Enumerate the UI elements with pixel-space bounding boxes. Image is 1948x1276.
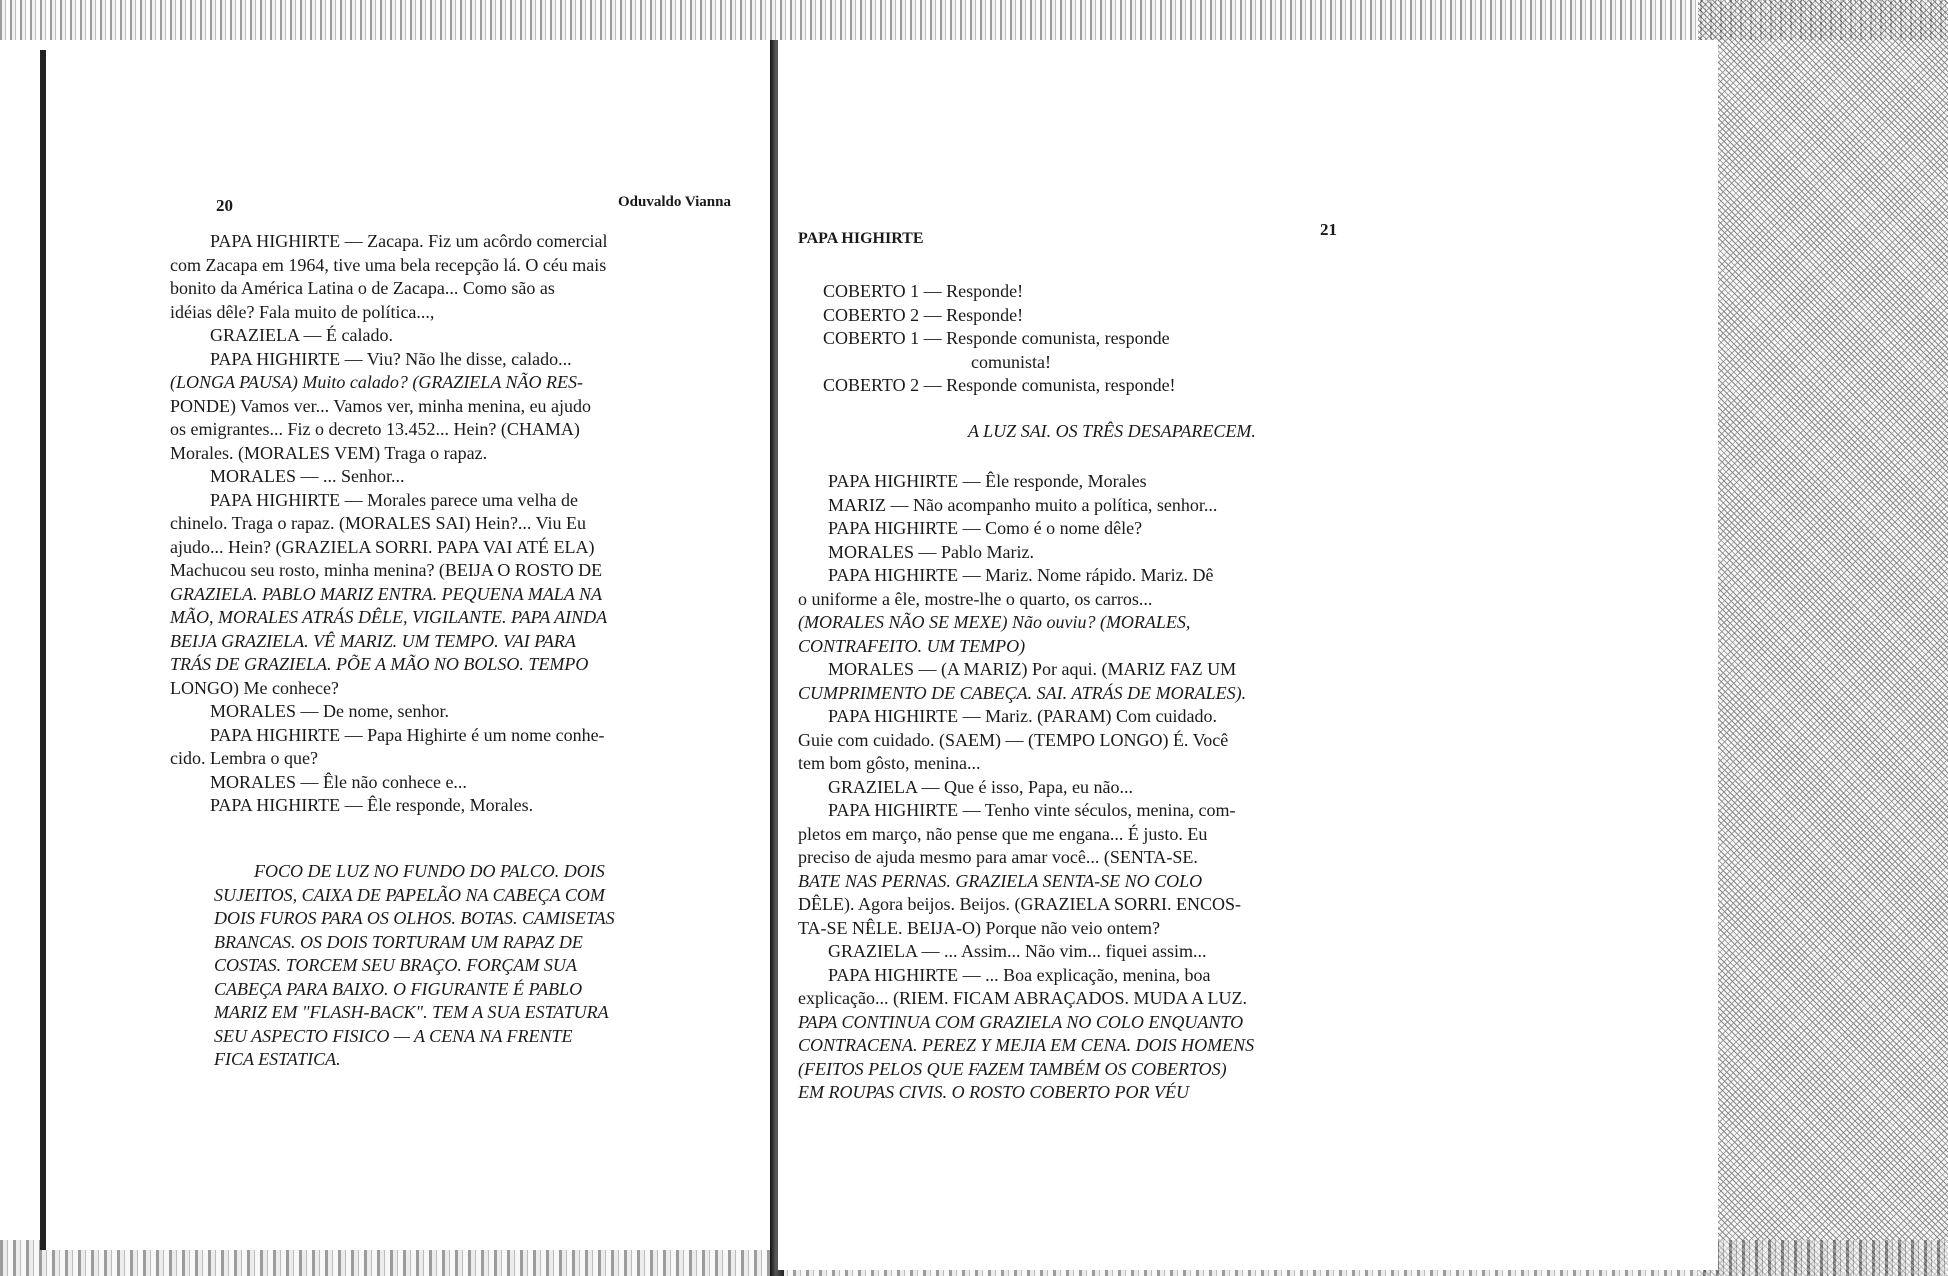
stage-direction-line: FOCO DE LUZ NO FUNDO DO PALCO. DOIS xyxy=(254,861,605,881)
dialogue-line: TA-SE NÊLE. BEIJA-O) Porque não veio ontem? xyxy=(798,917,1160,938)
dialogue-line: PONDE) Vamos ver... Vamos ver, minha menina, eu ajudo xyxy=(170,395,592,416)
dialogue-line: bonito da América Latina o de Zacapa... Como são as xyxy=(170,278,555,298)
dialogue-line: GRAZIELA — ... Assim... Não vim... fiquei assim... xyxy=(828,941,1207,961)
dialogue-line: Guie com cuidado. (SAEM) — (TEMPO LONGO) É. Você xyxy=(798,729,1229,750)
dialogue-line: preciso de ajuda mesmo para amar você... (SENTA-SE. xyxy=(798,847,1198,867)
dialogue-line: PAPA HIGHIRTE — Êle responde, Morales xyxy=(828,471,1147,491)
dialogue-line: TRÁS DE GRAZIELA. PÕE A MÃO NO BOLSO. TEMPO xyxy=(170,654,589,674)
dialogue-line: GRAZIELA — É calado. xyxy=(210,325,393,345)
dialogue-line: PAPA HIGHIRTE — ... Boa explicação, menina, boa xyxy=(828,964,1211,985)
stage-direction-line: SUJEITOS, CAIXA DE PAPELÃO NA CABEÇA COM xyxy=(214,884,605,905)
coberto-line: COBERTO 2 — Responde! xyxy=(823,304,1024,325)
dialogue-line: ajudo... Hein? (GRAZIELA SORRI. PAPA VAI ATÉ ELA) xyxy=(170,536,595,557)
stage-direction-line: SEU ASPECTO FISICO — A CENA NA FRENTE xyxy=(214,1025,573,1046)
dialogue-line: PAPA HIGHIRTE — Papa Highirte é um nome conhe- xyxy=(210,724,605,745)
dialogue-line: os emigrantes... Fiz o decreto 13.452... Hein? (CHAMA) xyxy=(170,419,580,439)
dialogue-line: MORALES — ... Senhor... xyxy=(210,466,405,486)
dialogue-line: PAPA HIGHIRTE — Tenho vinte séculos, menina, com- xyxy=(828,800,1236,820)
dialogue-line: PAPA HIGHIRTE — Zacapa. Fiz um acôrdo comercial xyxy=(210,231,608,251)
dialogue-line: (LONGA PAUSA) Muito calado? (GRAZIELA NÃO RES- xyxy=(170,372,583,392)
stage-direction-line: DOIS FUROS PARA OS OLHOS. BOTAS. CAMISETAS xyxy=(214,908,615,928)
dialogue-line: EM ROUPAS CIVIS. O ROSTO COBERTO POR VÉU xyxy=(798,1082,1189,1102)
left-stage-direction xyxy=(214,860,774,1072)
right-dialogue xyxy=(798,470,1498,1105)
dialogue-line: tem bom gôsto, menina... xyxy=(798,753,981,773)
dialogue-line: chinelo. Traga o rapaz. (MORALES SAI) Hein?... Viu Eu xyxy=(170,513,587,533)
left-running-head: Oduvaldo Vianna xyxy=(618,194,731,210)
coberto-block xyxy=(823,280,1523,398)
dialogue-line: MORALES — (A MARIZ) Por aqui. (MARIZ FAZ UM xyxy=(828,659,1237,679)
stage-direction-line: FICA ESTATICA. xyxy=(214,1049,341,1069)
dialogue-line: pletos em março, não pense que me engana... É justo. Eu xyxy=(798,823,1208,844)
coberto-line: COBERTO 1 — Responde comunista, responde xyxy=(823,328,1170,348)
dialogue-line: MORALES — Pablo Mariz. xyxy=(828,541,1034,562)
right-running-head: PAPA HIGHIRTE xyxy=(798,230,924,247)
dialogue-line: PAPA HIGHIRTE — Mariz. Nome rápido. Mariz. Dê xyxy=(828,565,1214,585)
stage-direction-line: BRANCAS. OS DOIS TORTURAM UM RAPAZ DE xyxy=(214,931,583,952)
dialogue-line: PAPA HIGHIRTE — Êle responde, Morales. xyxy=(210,795,534,815)
dialogue-line: o uniforme a êle, mostre-lhe o quarto, os carros... xyxy=(798,588,1153,609)
dialogue-line: BATE NAS PERNAS. GRAZIELA SENTA-SE NO COLO xyxy=(798,870,1203,891)
dialogue-line: MORALES — Êle não conhece e... xyxy=(210,771,467,792)
dialogue-line: (MORALES NÃO SE MEXE) Não ouviu? (MORALES, xyxy=(798,612,1191,632)
centered-direction-text: A LUZ SAI. OS TRÊS DESAPARECEM. xyxy=(968,421,1256,441)
dialogue-line: GRAZIELA — Que é isso, Papa, eu não... xyxy=(828,776,1133,797)
dialogue-line: idéias dêle? Fala muito de política..., xyxy=(170,301,435,322)
coberto-line: COBERTO 2 — Responde comunista, responde! xyxy=(823,375,1176,395)
dialogue-line: explicação... (RIEM. FICAM ABRAÇADOS. MUDA A LUZ. xyxy=(798,988,1247,1008)
right-page-number: 21 xyxy=(1320,220,1337,239)
dialogue-line: PAPA HIGHIRTE — Mariz. (PARAM) Com cuidado. xyxy=(828,706,1217,726)
dialogue-line: PAPA HIGHIRTE — Morales parece uma velha de xyxy=(210,489,579,510)
stage-direction-line: COSTAS. TORCEM SEU BRAÇO. FORÇAM SUA xyxy=(214,955,577,975)
left-dialogue xyxy=(170,230,770,818)
centered-stage-direction xyxy=(968,420,1488,444)
dialogue-line: Morales. (MORALES VEM) Traga o rapaz. xyxy=(170,442,488,463)
dialogue-line: cido. Lembra o que? xyxy=(170,748,318,768)
stage-direction-line: MARIZ EM "FLASH-BACK". TEM A SUA ESTATURA xyxy=(214,1002,609,1022)
dialogue-line: PAPA HIGHIRTE — Como é o nome dêle? xyxy=(828,518,1143,538)
dialogue-line: PAPA HIGHIRTE — Viu? Não lhe disse, calado... xyxy=(210,348,572,369)
scan-border-top xyxy=(0,0,1948,40)
scan-noise-right xyxy=(1698,0,1948,1276)
dialogue-line: GRAZIELA. PABLO MARIZ ENTRA. PEQUENA MALA NA xyxy=(170,583,602,604)
left-page-number: 20 xyxy=(216,196,233,215)
dialogue-line: MORALES — De nome, senhor. xyxy=(210,701,449,721)
dialogue-line: com Zacapa em 1964, tive uma bela recepção lá. O céu mais xyxy=(170,254,607,275)
dialogue-line: CUMPRIMENTO DE CABEÇA. SAI. ATRÁS DE MORALES). xyxy=(798,682,1247,703)
coberto-line: COBERTO 1 — Responde! xyxy=(823,281,1024,301)
dialogue-line: LONGO) Me conhece? xyxy=(170,677,339,698)
dialogue-line: DÊLE). Agora beijos. Beijos. (GRAZIELA SORRI. ENCOS- xyxy=(798,894,1241,914)
dialogue-line: CONTRAFEITO. UM TEMPO) xyxy=(798,635,1026,656)
dialogue-line: BEIJA GRAZIELA. VÊ MARIZ. UM TEMPO. VAI PARA xyxy=(170,630,576,651)
dialogue-line: CONTRACENA. PEREZ Y MEJIA EM CENA. DOIS HOMENS xyxy=(798,1035,1255,1055)
dialogue-line: PAPA CONTINUA COM GRAZIELA NO COLO ENQUANTO xyxy=(798,1011,1244,1032)
left-page xyxy=(40,50,776,1250)
dialogue-line: MÃO, MORALES ATRÁS DÊLE, VIGILANTE. PAPA AINDA xyxy=(170,607,608,627)
dialogue-line: Machucou seu rosto, minha menina? (BEIJA O ROSTO DE xyxy=(170,560,603,580)
stage-direction-line: CABEÇA PARA BAIXO. O FIGURANTE É PABLO xyxy=(214,978,583,999)
right-page xyxy=(775,40,1718,1270)
coberto-line: comunista! xyxy=(971,351,1051,372)
dialogue-line: MARIZ — Não acompanho muito a política, senhor... xyxy=(828,494,1218,515)
dialogue-line: (FEITOS PELOS QUE FAZEM TAMBÉM OS COBERTOS) xyxy=(798,1058,1227,1079)
